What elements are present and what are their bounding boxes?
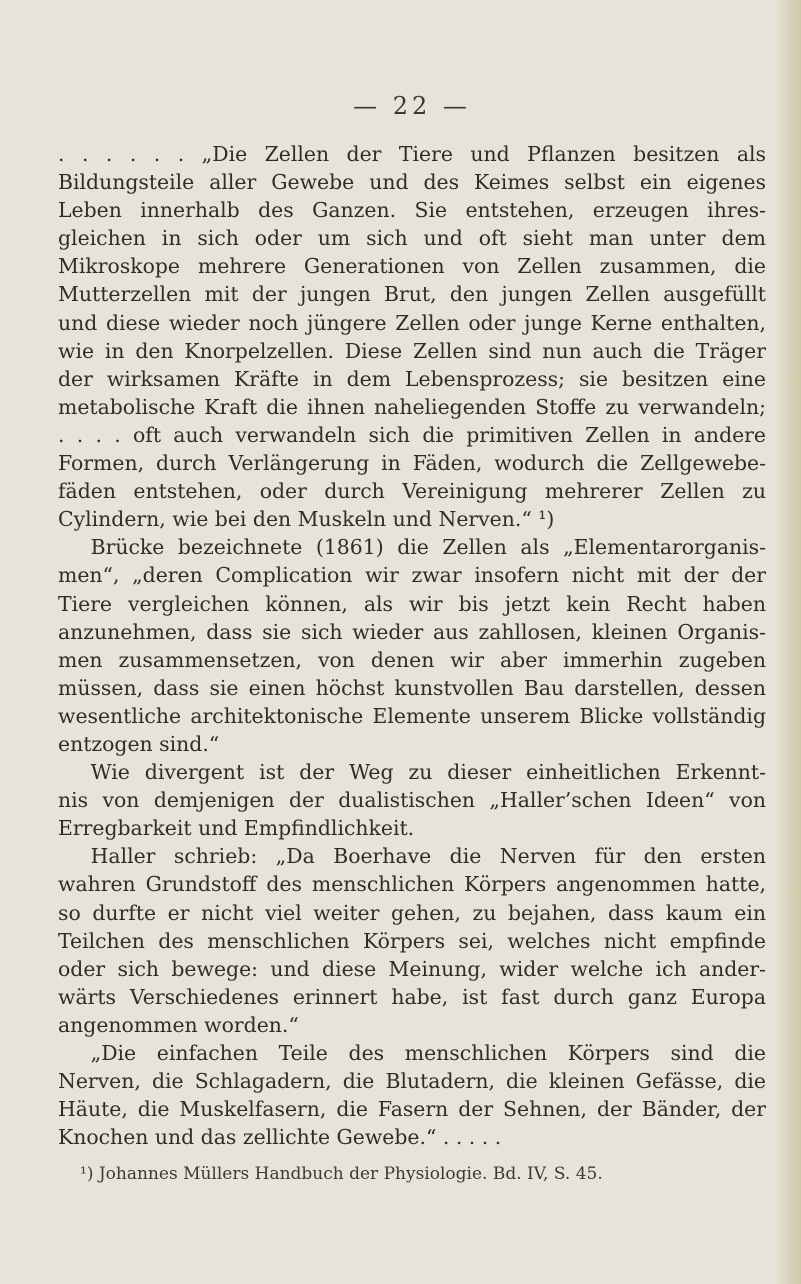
- text-line: der wirksamen Kräfte in dem Lebensprozess; sie besitzen eine: [58, 366, 766, 391]
- text-line: müssen, dass sie einen höchst kunstvollen Bau darstellen, dessen: [58, 675, 766, 700]
- paragraph: [58, 842, 766, 1039]
- text-line: Formen, durch Verlängerung in Fäden, wodurch die Zellgewebe-: [58, 451, 766, 476]
- text-line: und diese wieder noch jüngere Zellen oder junge Kerne enthalten,: [58, 310, 766, 335]
- text-line: men“, „deren Complication wir zwar insofern nicht mit der der: [58, 563, 766, 588]
- text-line: Leben innerhalb des Ganzen. Sie entstehen, erzeugen ihres-: [58, 198, 766, 223]
- text-line: Häute, die Muskelfasern, die Fasern der Sehnen, der Bänder, der: [58, 1097, 766, 1122]
- text-line: Wie divergent ist der Weg zu dieser einheitlichen Erkennt-: [90, 760, 766, 785]
- page-edge-shadow: [775, 0, 801, 1284]
- text-line: Erregbarkeit und Empfindlichkeit.: [58, 816, 415, 841]
- text-line: . . . . oft auch verwandeln sich die primitiven Zellen in andere: [58, 422, 766, 447]
- text-line: so durfte er nicht viel weiter gehen, zu bejahen, dass kaum ein: [58, 900, 766, 925]
- text-line: wesentliche architektonische Elemente unserem Blicke vollständig: [58, 703, 766, 728]
- paragraph: [58, 533, 766, 758]
- text-line: Mutterzellen mit der jungen Brut, den jungen Zellen ausgefüllt: [58, 282, 766, 307]
- text-line: Knochen und das zellichte Gewebe.“ . . . . .: [58, 1125, 502, 1150]
- footnote: ¹) Johannes Müllers Handbuch der Physiologie. Bd. IV, S. 45.: [80, 1164, 603, 1185]
- text-line: wahren Grundstoff des menschlichen Körpers angenommen hatte,: [58, 872, 766, 897]
- text-line: Tiere vergleichen können, als wir bis jetzt kein Recht haben: [58, 591, 766, 616]
- text-line: wärts Verschiedenes erinnert habe, ist fast durch ganz Europa: [58, 984, 766, 1009]
- paragraph: [58, 140, 766, 533]
- text-line: gleichen in sich oder um sich und oft sieht man unter dem: [58, 226, 766, 251]
- body-text: [58, 140, 766, 1151]
- text-line: anzunehmen, dass sie sich wieder aus zahllosen, kleinen Organis-: [58, 619, 766, 644]
- text-line: Mikroskope mehrere Generationen von Zellen zusammen, die: [58, 254, 766, 279]
- text-line: men zusammensetzen, von denen wir aber immerhin zugeben: [58, 647, 766, 672]
- paragraph: [58, 1039, 766, 1151]
- text-line: metabolische Kraft die ihnen naheliegenden Stoffe zu verwandeln;: [58, 394, 766, 419]
- text-line: . . . . . . „Die Zellen der Tiere und Pflanzen besitzen als: [58, 142, 766, 166]
- text-line: nis von demjenigen der dualistischen „Haller’schen Ideen“ von: [58, 788, 766, 813]
- text-line: entzogen sind.“: [58, 731, 220, 756]
- text-line: Bildungsteile aller Gewebe und des Keimes selbst ein eigenes: [58, 170, 766, 195]
- paragraph: [58, 758, 766, 842]
- text-line: oder sich bewege: und diese Meinung, wider welche ich ander-: [58, 956, 766, 981]
- text-line: Nerven, die Schlagadern, die Blutadern, die kleinen Gefässe, die: [58, 1069, 766, 1094]
- text-line: Teilchen des menschlichen Körpers sei, welches nicht empfinde: [58, 928, 766, 953]
- text-line: Brücke bezeichnete (1861) die Zellen als „Elementarorganis-: [90, 535, 766, 560]
- book-page: [58, 92, 766, 1185]
- page-number: — 22 —: [353, 92, 471, 120]
- text-line: fäden entstehen, oder durch Vereinigung mehrerer Zellen zu: [58, 479, 766, 504]
- text-line: angenommen worden.“: [58, 1012, 299, 1037]
- text-line: Cylindern, wie bei den Muskeln und Nerven.“ ¹): [58, 507, 555, 532]
- text-line: „Die einfachen Teile des menschlichen Körpers sind die: [90, 1041, 766, 1065]
- text-line: wie in den Knorpelzellen. Diese Zellen sind nun auch die Träger: [58, 338, 766, 363]
- text-line: Haller schrieb: „Da Boerhave die Nerven für den ersten: [90, 844, 766, 869]
